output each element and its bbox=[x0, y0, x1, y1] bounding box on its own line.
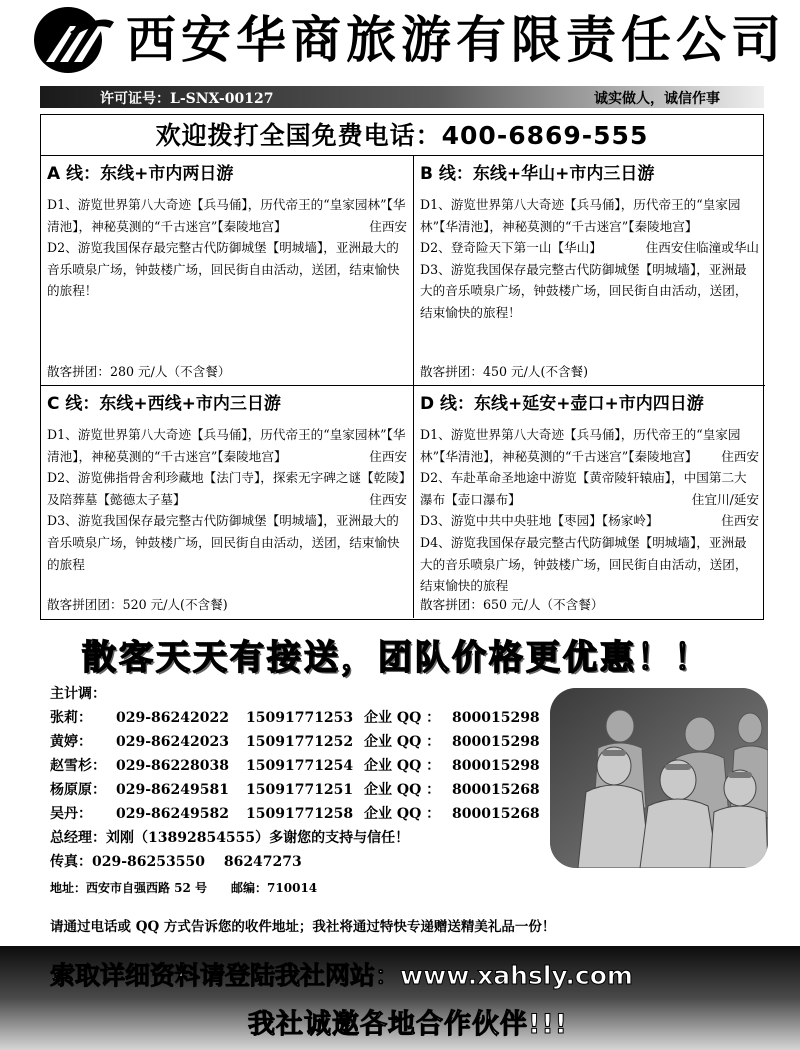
day-stay: 住西安 bbox=[369, 491, 407, 507]
gift-note: 请通过电话或 QQ 方式告诉您的收件地址；我社将通过特快专递赠送精美礼品一份！ bbox=[50, 919, 556, 935]
day-text: D2、游览我国保存最完整古代防御城堡【明城墙】，亚洲最大的音乐喷泉广场，钟鼓楼广场，回民街自由活动，送团，结束愉快的旅程！ bbox=[47, 240, 400, 299]
footer bbox=[0, 946, 800, 1050]
fax: 传真：029-86253550 86247273 bbox=[50, 854, 302, 870]
contact-qq: 800015298 bbox=[452, 758, 540, 774]
route-day bbox=[420, 467, 759, 510]
day-stay: 住临潼或华山 bbox=[683, 240, 759, 256]
route-day bbox=[47, 510, 407, 575]
route-price: 散客拼团：450 元/人(不含餐) bbox=[420, 364, 589, 380]
contact-qq-label: 企业 QQ ： bbox=[364, 806, 441, 822]
contact-qq: 800015298 bbox=[452, 710, 540, 726]
contact-name: 张莉： bbox=[50, 710, 92, 726]
contact-row bbox=[50, 730, 550, 754]
routes-grid bbox=[41, 156, 763, 618]
routes-box bbox=[40, 114, 764, 620]
day-stay: 住西安 bbox=[645, 240, 684, 256]
day-text: D1、游览世界第八大奇迹【兵马俑】，历代帝王的“皇家园林”【华清池】，神秘莫测的“千古迷宫”【秦陵地宫】 bbox=[47, 427, 406, 464]
contact-mobile: 15091771253 bbox=[246, 710, 354, 726]
company-name: 西安华商旅游有限责任公司 bbox=[126, 10, 786, 69]
address: 地址：西安市自强西路 52 号 邮编：710014 bbox=[50, 881, 318, 895]
general-manager: 总经理：刘刚（13892854555）多谢您的支持与信任！ bbox=[50, 830, 410, 846]
contact-tel: 029-86249581 bbox=[116, 782, 229, 798]
route-c bbox=[41, 386, 414, 618]
promo-banner: 散客天天有接送，团队价格更优惠！！ bbox=[82, 638, 711, 678]
route-b bbox=[414, 156, 765, 386]
contact-tel: 029-86242023 bbox=[116, 734, 229, 750]
route-title: A 线：东线+市内两日游 bbox=[47, 164, 234, 184]
day-text: D3、游览我国保存最完整古代防御城堡【明城墙】，亚洲最大的音乐喷泉广场，钟鼓楼广场，回民街自由活动，送团，结束愉快的旅程！ bbox=[420, 261, 748, 320]
route-title: D 线：东线+延安+壶口+市内四日游 bbox=[420, 394, 704, 414]
day-text: D1、游览世界第八大奇迹【兵马俑】，历代帝王的“皇家园林”【华清池】，神秘莫测的“千古迷宫”【秦陵地宫】 bbox=[420, 427, 741, 464]
company-logo bbox=[30, 4, 114, 76]
contact-qq-label: 企业 QQ ： bbox=[364, 782, 441, 798]
route-title: B 线：东线+华山+市内三日游 bbox=[420, 164, 655, 184]
license-number: 许可证号：L-SNX-00127 bbox=[100, 91, 274, 107]
contact-name: 赵雪杉： bbox=[50, 758, 106, 774]
contact-row bbox=[50, 778, 550, 802]
route-day bbox=[47, 194, 407, 237]
contact-qq-label: 企业 QQ ： bbox=[364, 758, 441, 774]
route-price: 散客拼团：650 元/人（不含餐） bbox=[420, 597, 604, 613]
route-day bbox=[47, 237, 407, 302]
contact-mobile: 15091771258 bbox=[246, 806, 354, 822]
contact-qq-label: 企业 QQ ： bbox=[364, 734, 441, 750]
contact-tel: 029-86249582 bbox=[116, 806, 229, 822]
contact-row bbox=[50, 802, 550, 826]
contact-name: 吴丹： bbox=[50, 806, 92, 822]
contact-tel: 029-86228038 bbox=[116, 758, 229, 774]
contact-name: 黄婷： bbox=[50, 734, 92, 750]
hotline: 欢迎拨打全国免费电话：400-6869-555 bbox=[41, 115, 763, 156]
day-stay: 住西安 bbox=[369, 218, 407, 234]
route-price: 散客拼团团：520 元/人(不含餐) bbox=[47, 597, 228, 613]
contacts-heading: 主计调： bbox=[50, 686, 106, 702]
route-a bbox=[41, 156, 414, 386]
day-text: D3、游览中共中央驻地【枣园】【杨家岭】 bbox=[420, 513, 659, 529]
route-title: C 线：东线+西线+市内三日游 bbox=[47, 394, 281, 414]
day-stay: 住宜川/延安 bbox=[691, 491, 759, 507]
day-text: D4、游览我国保存最完整古代防御城堡【明城墙】，亚洲最大的音乐喷泉广场，钟鼓楼广场，回民街自由活动，送团，结束愉快的旅程 bbox=[420, 534, 748, 594]
header bbox=[0, 0, 800, 84]
route-day bbox=[420, 510, 759, 532]
route-day bbox=[47, 467, 407, 510]
terracotta-warriors-photo bbox=[550, 688, 768, 868]
partner-line: 我社诚邀各地合作伙伴!!! bbox=[248, 1009, 568, 1040]
day-stay: 住西安 bbox=[721, 448, 759, 464]
license-bar bbox=[40, 86, 764, 108]
route-day bbox=[420, 424, 759, 467]
contact-mobile: 15091771252 bbox=[246, 734, 354, 750]
day-text: D3、游览我国保存最完整古代防御城堡【明城墙】，亚洲最大的音乐喷泉广场，钟鼓楼广场，回民街自由活动，送团，结束愉快的旅程 bbox=[47, 513, 400, 572]
route-d bbox=[414, 386, 765, 618]
day-text: D2、车赴革命圣地途中游览【黄帝陵轩辕庙】，中国第二大瀑布【壶口瀑布】 bbox=[420, 470, 747, 507]
day-text: D1、游览世界第八大奇迹【兵马俑】，历代帝王的“皇家园林”【华清池】，神秘莫测的“千古迷宫”【秦陵地宫】 bbox=[420, 197, 741, 234]
route-price: 散客拼团：280 元/人（不含餐） bbox=[47, 364, 231, 380]
route-day bbox=[420, 532, 759, 597]
route-day bbox=[47, 424, 407, 467]
contact-mobile: 15091771251 bbox=[246, 782, 354, 798]
slogan: 诚实做人，诚信作事 bbox=[594, 91, 720, 107]
contact-row bbox=[50, 706, 550, 730]
contact-row bbox=[50, 754, 550, 778]
route-day bbox=[420, 259, 759, 324]
day-text: D1、游览世界第八大奇迹【兵马俑】，历代帝王的“皇家园林”【华清池】，神秘莫测的“千古迷宫”【秦陵地宫】 bbox=[47, 197, 406, 234]
contacts bbox=[50, 682, 550, 902]
contact-qq: 800015298 bbox=[452, 734, 540, 750]
contact-mobile: 15091771254 bbox=[246, 758, 354, 774]
day-stay: 住西安 bbox=[369, 448, 407, 464]
day-text: D2、游览佛指骨舍利珍藏地【法门寺】，探索无字碑之谜【乾陵】及陪葬墓【懿德太子墓】 bbox=[47, 470, 406, 507]
website-line: 索取详细资料请登陆我社网站：www.xahsly.com bbox=[50, 961, 633, 990]
contact-name: 杨原原： bbox=[50, 782, 106, 798]
contact-tel: 029-86242022 bbox=[116, 710, 229, 726]
day-text: D2、登奇险天下第一山【华山】 bbox=[420, 240, 602, 256]
contact-qq: 800015268 bbox=[452, 806, 540, 822]
contact-qq-label: 企业 QQ ： bbox=[364, 710, 441, 726]
day-stay: 住西安 bbox=[721, 513, 759, 529]
contact-qq: 800015268 bbox=[452, 782, 540, 798]
